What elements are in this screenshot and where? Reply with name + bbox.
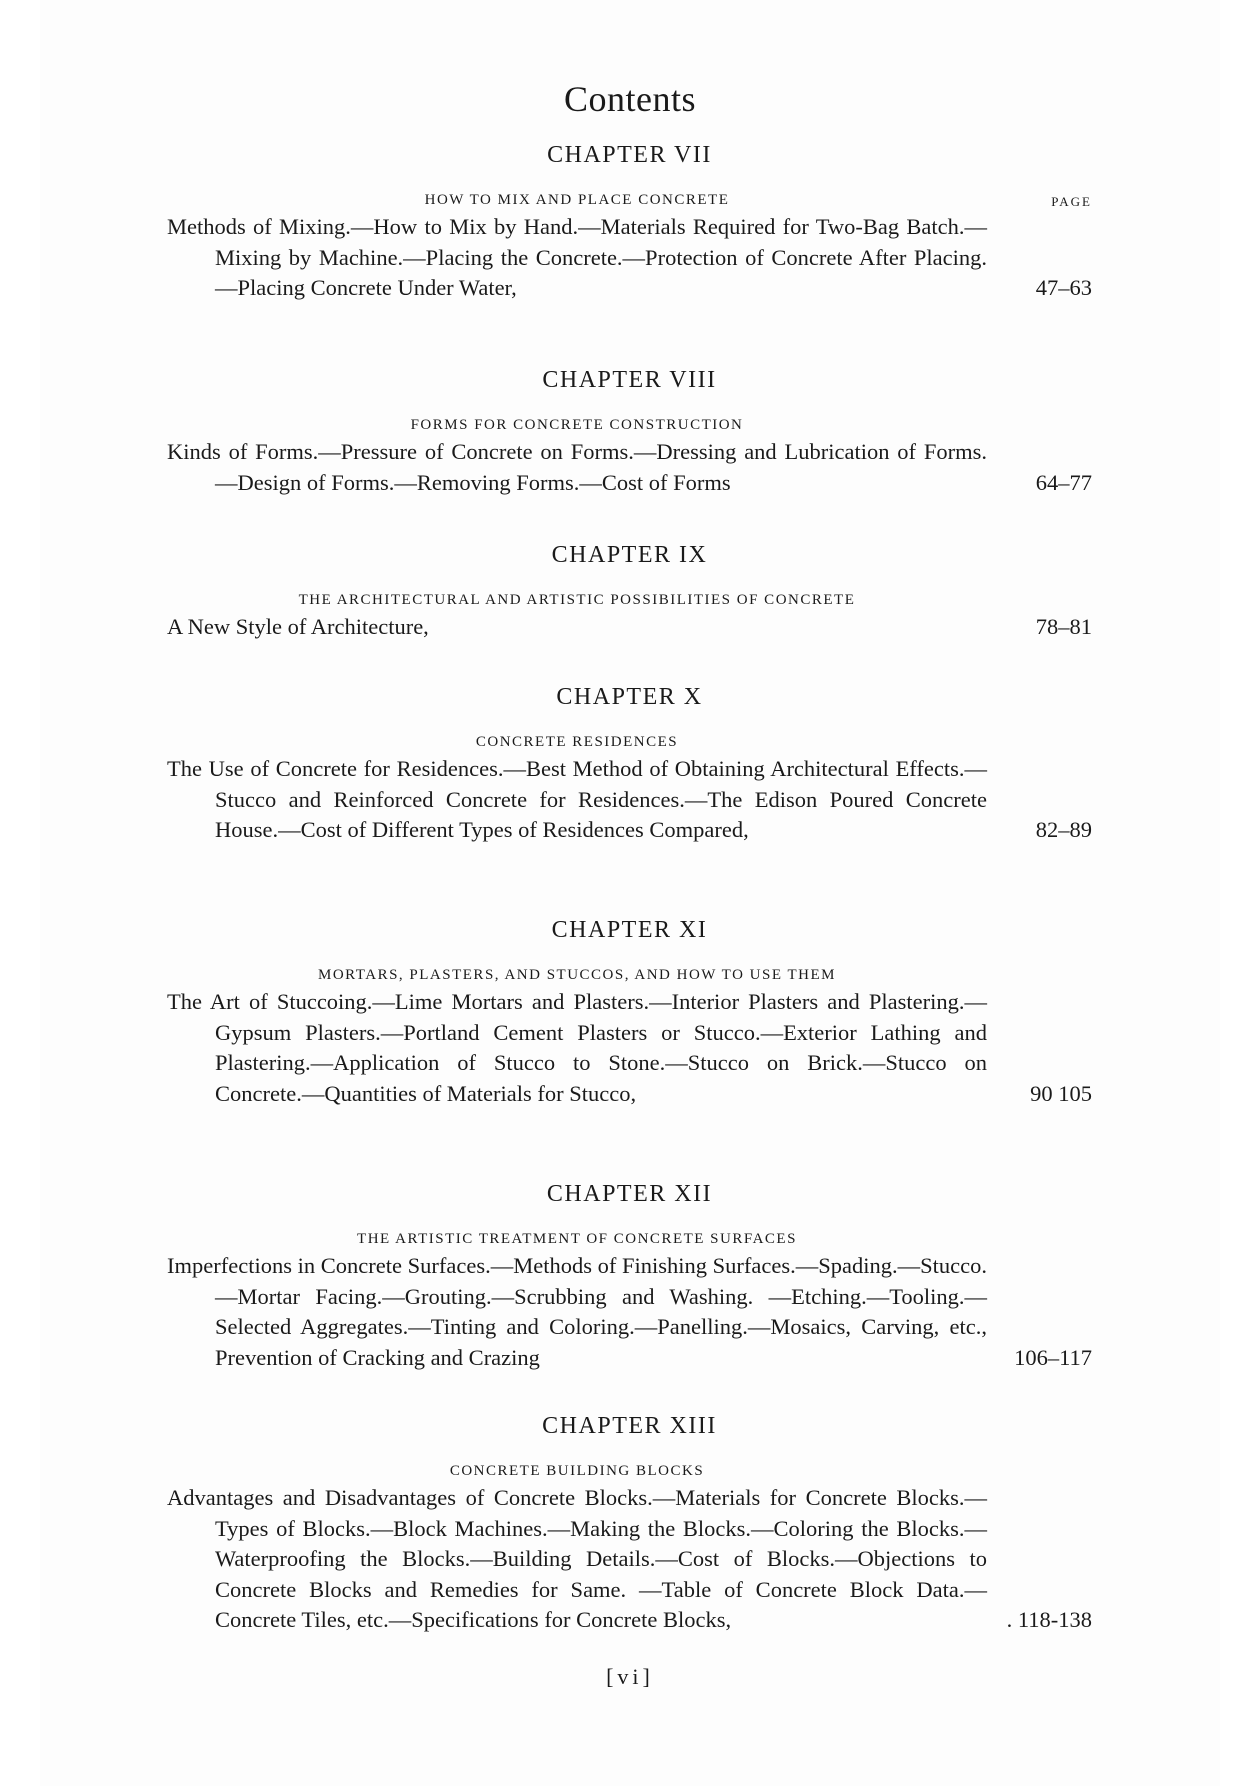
entry-page-range: 47–63 — [1035, 275, 1092, 300]
entry-text: The Art of Stuccoing.—Lime Mortars and Plasters.—Interior Plasters and Plastering.—Gypsum Plasters.—Portland Cement Plasters or Stucco.—Exterior Lathing and Plastering.—Application of Stucco to Stone.—Stucco on Brick.—Stucco on Concrete.—Quantities of Materials for Stucco, — [167, 989, 987, 1106]
entry-page-range: . 118-138 — [1006, 1607, 1092, 1632]
chapter-heading: CHAPTER X — [556, 684, 703, 710]
chapter-11-section — [167, 913, 1092, 1109]
page-column-label: PAGE — [1051, 194, 1092, 209]
entry-page-range: 106–117 — [1014, 1344, 1092, 1370]
chapter-subtitle: THE ARCHITECTURAL AND ARTISTIC POSSIBILITIES OF CONCRETE — [298, 592, 856, 608]
toc-entry — [167, 987, 1092, 1109]
chapter-subtitle: FORMS FOR CONCRETE CONSTRUCTION — [410, 417, 744, 433]
chapter-13-section — [167, 1409, 1092, 1636]
chapter-10-section — [167, 680, 1092, 846]
chapter-heading: CHAPTER XII — [546, 1181, 713, 1207]
entry-text: Advantages and Disadvantages of Concrete Blocks.—Materials for Concrete Blocks.—Types of Blocks.—Block Machines.—Making the Blocks.—Coloring the Blocks.—Waterproofing the Blocks.—Building Details.—Cost of Blocks.—Objections to Concrete Blocks and Remedies for Same. —Table of Concrete Block Data.—Concrete Tiles, etc.—Specifications for Concrete Blocks, — [167, 1485, 987, 1632]
entry-page-range: 78–81 — [1035, 614, 1092, 639]
chapter-subtitle-row — [167, 1225, 1092, 1253]
entry-page-range: 90 105 — [1030, 1080, 1092, 1106]
chapter-subtitle: THE ARTISTIC TREATMENT OF CONCRETE SURFACES — [357, 1231, 797, 1247]
chapter-subtitle: HOW TO MIX AND PLACE CONCRETE — [424, 192, 730, 208]
chapter-7-section — [167, 138, 1092, 304]
toc-entry — [167, 754, 1092, 846]
chapter-subtitle-row — [167, 728, 1092, 756]
entry-text: A New Style of Architecture, — [167, 614, 429, 639]
entry-page-range: 82–89 — [1035, 817, 1092, 842]
toc-entry — [167, 1251, 1092, 1373]
chapter-9-section — [167, 538, 1092, 643]
chapter-subtitle-row — [167, 411, 1092, 439]
entry-page-range: 64–77 — [1035, 469, 1092, 495]
chapter-subtitle-row — [167, 961, 1092, 989]
chapter-heading: CHAPTER IX — [551, 542, 708, 568]
chapter-subtitle: CONCRETE BUILDING BLOCKS — [449, 1463, 705, 1479]
chapter-subtitle-row — [167, 186, 1092, 214]
chapter-8-section — [167, 363, 1092, 498]
chapter-heading: CHAPTER VII — [547, 142, 712, 168]
entry-text: Kinds of Forms.—Pressure of Concrete on Forms.—Dressing and Lubrication of Forms.—Design of Forms.—Removing Forms.—Cost of Forms — [167, 439, 987, 495]
chapter-heading: CHAPTER XIII — [542, 1413, 717, 1439]
chapter-12-section — [167, 1177, 1092, 1373]
toc-entry — [167, 212, 1092, 304]
toc-entry — [167, 612, 1092, 643]
chapter-subtitle-row — [167, 1457, 1092, 1485]
entry-text: Imperfections in Concrete Surfaces.—Methods of Finishing Surfaces.—Spading.—Stucco.—Mortar Facing.—Grouting.—Scrubbing and Washing. —Etching.—Tooling.—Selected Aggregates.—Tinting and Coloring.—Panelling.—Mosaics, Carving, etc., Prevention of Cracking and Crazing — [167, 1253, 987, 1370]
chapter-subtitle: CONCRETE RESIDENCES — [475, 734, 679, 750]
chapter-heading: CHAPTER VIII — [542, 367, 717, 393]
toc-entry — [167, 1483, 1092, 1636]
chapter-heading: CHAPTER XI — [551, 917, 708, 943]
entry-text: Methods of Mixing.—How to Mix by Hand.—Materials Required for Two-Bag Batch.—Mixing by Machine.—Placing the Concrete.—Protection of Concrete After Placing.—Placing Concrete Under Water, — [167, 214, 987, 300]
chapter-subtitle-row — [167, 586, 1092, 614]
page-title: Contents — [563, 79, 696, 119]
page-folio: [vi] — [606, 1664, 654, 1689]
entry-text: The Use of Concrete for Residences.—Best Method of Obtaining Architectural Effects.—Stucco and Reinforced Concrete for Residences.—The Edison Poured Concrete House.—Cost of Different Types of Residences Compared, — [167, 756, 987, 842]
book-page — [40, 0, 1220, 1786]
chapter-subtitle: MORTARS, PLASTERS, AND STUCCOS, AND HOW TO USE THEM — [318, 967, 836, 983]
toc-entry — [167, 437, 1092, 498]
